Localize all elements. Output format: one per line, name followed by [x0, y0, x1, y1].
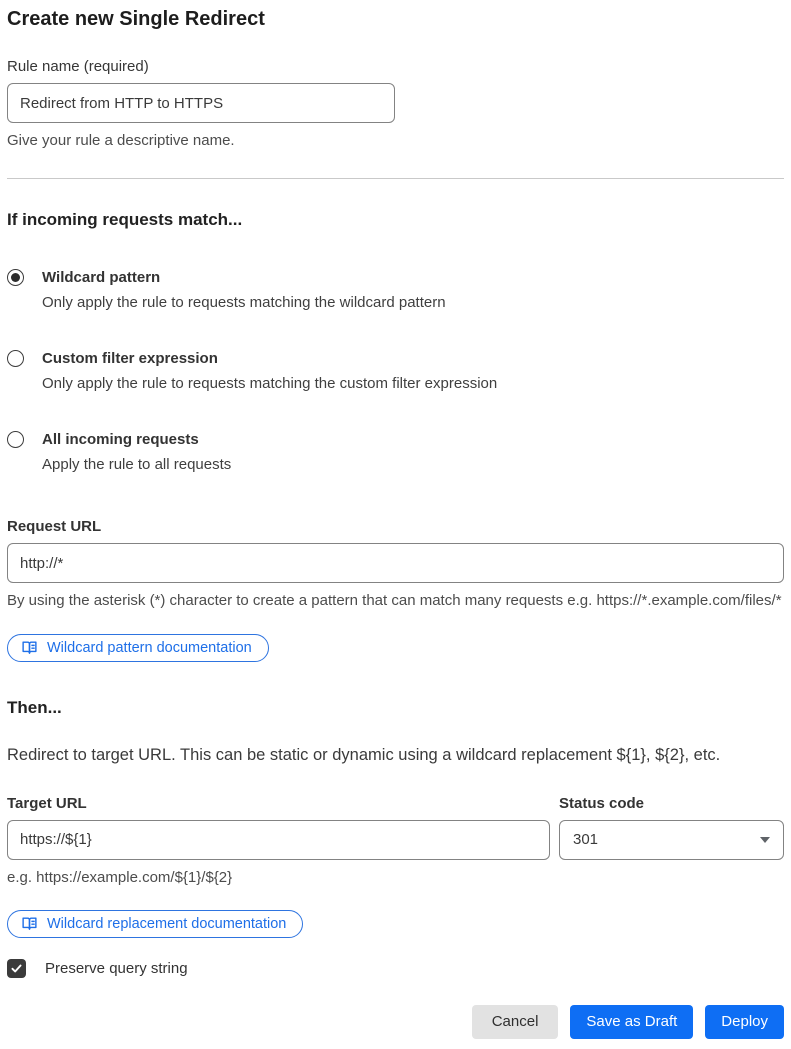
request-url-input[interactable] — [7, 543, 784, 583]
status-code-label: Status code — [559, 794, 645, 812]
preserve-query-string-row[interactable] — [7, 959, 784, 978]
open-book-icon — [21, 915, 38, 932]
wildcard-pattern-documentation-button[interactable] — [7, 634, 269, 662]
radio-description: Apply the rule to all requests — [42, 456, 232, 474]
target-row — [7, 795, 784, 889]
target-url-input[interactable] — [7, 820, 550, 860]
cancel-button[interactable]: Cancel — [472, 1005, 559, 1039]
radio-label: Wildcard pattern — [42, 269, 161, 287]
then-section-heading: Then... — [7, 697, 62, 717]
save-as-draft-button[interactable]: Save as Draft — [570, 1005, 693, 1039]
chevron-down-icon — [760, 837, 770, 843]
radio-option-all-requests[interactable] — [7, 429, 784, 475]
request-url-helper: By using the asterisk (*) character to create a pattern that can match many requests e.g. https://*.example.com/files/* — [7, 592, 782, 610]
radio-description: Only apply the rule to requests matching the wildcard pattern — [42, 294, 446, 312]
radio-selected-icon[interactable] — [7, 269, 24, 286]
status-code-section — [559, 795, 784, 889]
footer-actions — [7, 1005, 784, 1039]
page-title: Create new Single Redirect — [7, 8, 265, 30]
preserve-query-string-label: Preserve query string — [45, 959, 188, 977]
rule-name-helper: Give your rule a descriptive name. — [7, 132, 235, 149]
request-url-label: Request URL — [7, 518, 102, 536]
radio-label: Custom filter expression — [42, 350, 218, 368]
section-divider — [7, 178, 784, 179]
deploy-button[interactable]: Deploy — [705, 1005, 784, 1039]
wildcard-replacement-documentation-button[interactable] — [7, 910, 303, 938]
radio-unselected-icon[interactable] — [7, 431, 24, 448]
target-url-helper: e.g. https://example.com/${1}/${2} — [7, 868, 233, 886]
rule-name-label: Rule name (required) — [7, 58, 149, 75]
radio-unselected-icon[interactable] — [7, 350, 24, 367]
doc-button-label: Wildcard replacement documentation — [47, 915, 287, 932]
request-url-section — [7, 518, 784, 661]
target-url-section — [7, 795, 550, 889]
open-book-icon — [21, 639, 38, 656]
rule-name-section — [7, 58, 784, 152]
radio-option-custom-filter[interactable] — [7, 348, 784, 394]
target-url-label: Target URL — [7, 794, 87, 812]
status-code-select[interactable] — [559, 820, 784, 860]
rule-name-input[interactable] — [7, 83, 395, 123]
match-section-heading: If incoming requests match... — [7, 210, 243, 230]
doc-button-label: Wildcard pattern documentation — [47, 639, 252, 656]
status-code-value: 301 — [573, 831, 599, 849]
then-description: Redirect to target URL. This can be static or dynamic using a wildcard replacement ${1}, ${2}, etc. — [7, 745, 721, 764]
checkbox-checked-icon[interactable] — [7, 959, 26, 978]
radio-option-wildcard-pattern[interactable] — [7, 267, 784, 313]
radio-label: All incoming requests — [42, 431, 199, 449]
radio-description: Only apply the rule to requests matching the custom filter expression — [42, 375, 498, 393]
